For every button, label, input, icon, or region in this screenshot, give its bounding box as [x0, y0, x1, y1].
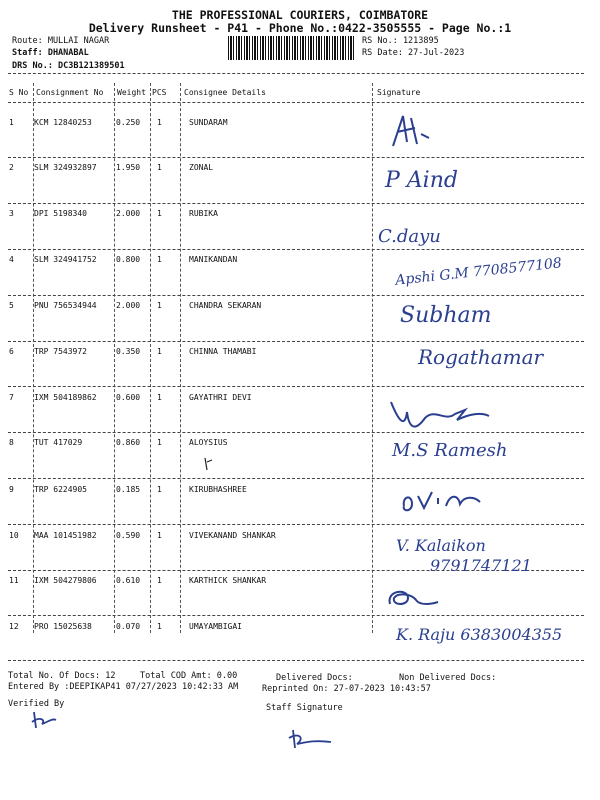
- row-consignee: UMAYAMBIGAI: [189, 622, 242, 631]
- row-sno: 7: [9, 393, 14, 402]
- row-weight: 1.950: [116, 163, 141, 172]
- runsheet-subtitle: Delivery Runsheet - P41 - Phone No.:0422-3505555 - Page No.:1: [88, 21, 512, 35]
- row-consignment: IXM 504189862: [34, 393, 97, 402]
- row-divider: [8, 295, 584, 296]
- signature-row-12: K. Raju 6383004355: [396, 625, 563, 644]
- row-divider: [8, 341, 584, 342]
- row-divider: [8, 432, 584, 433]
- row-sno: 1: [9, 118, 14, 127]
- row-divider: [8, 249, 584, 250]
- staff-label: Staff: DHANABAL: [12, 48, 89, 58]
- row-weight: 0.350: [116, 347, 141, 356]
- row-consignee: KARTHICK SHANKAR: [189, 576, 267, 585]
- entered-by: Entered By :DEEPIKAP41 07/27/2023 10:42:33 AM: [8, 682, 239, 692]
- rs-number: RS No.: 1213895: [362, 36, 439, 46]
- signature-row-5: Subham: [400, 303, 492, 328]
- row-consignee: VIVEKANAND SHANKAR: [189, 531, 276, 540]
- row-consignee: CHANDRA SEKARAN: [189, 301, 262, 310]
- header-divider: [8, 73, 584, 74]
- row-sno: 3: [9, 209, 14, 218]
- drs-number: DRS No.: DC3B121389501: [12, 61, 125, 71]
- row-pcs: 1: [157, 531, 162, 540]
- staff-signature-label: Staff Signature: [266, 703, 343, 713]
- column-header-weight: Weight: [117, 88, 146, 97]
- row-consignment: PNU 756534944: [34, 301, 97, 310]
- verified-by-label: Verified By: [8, 699, 65, 709]
- row-consignee: GAYATHRI DEVI: [189, 393, 252, 402]
- row-divider: [8, 615, 584, 616]
- row-pcs: 1: [157, 393, 162, 402]
- signature-row-4: Apshi G.M 7708577108: [394, 255, 563, 289]
- row-pcs: 1: [157, 347, 162, 356]
- row-weight: 0.860: [116, 438, 141, 447]
- row-divider: [8, 386, 584, 387]
- reprinted-on: Reprinted On: 27-07-2023 10:43:57: [262, 684, 431, 694]
- row-pcs: 1: [157, 118, 162, 127]
- signature-row-2: P Aind: [385, 168, 458, 193]
- signature-row-8: M.S Ramesh: [392, 440, 508, 461]
- row-sno: 6: [9, 347, 14, 356]
- row-consignment: TRP 6224905: [34, 485, 87, 494]
- signature-row-7: [385, 392, 495, 432]
- row-divider: [8, 203, 584, 204]
- row-pcs: 1: [157, 622, 162, 631]
- row-sno: 11: [9, 576, 19, 585]
- row-divider: [8, 524, 584, 525]
- row-consignment: TUT 417029: [34, 438, 83, 447]
- rs-date: RS Date: 27-Jul-2023: [362, 48, 465, 58]
- row-weight: 0.250: [116, 118, 141, 127]
- row-consignment: PRO 15025638: [34, 622, 92, 631]
- row-consignment: SLM 324941752: [34, 255, 97, 264]
- column-header-consignee: Consignee Details: [184, 88, 266, 97]
- row-sno: 9: [9, 485, 14, 494]
- row-pcs: 1: [157, 485, 162, 494]
- row-pcs: 1: [157, 576, 162, 585]
- row-consignment: DPI 5198340: [34, 209, 87, 218]
- row-consignee: RUBIKA: [189, 209, 218, 218]
- signature-row-10: V. Kalaikon: [396, 536, 486, 555]
- company-title: THE PROFESSIONAL COURIERS, COIMBATORE: [171, 8, 429, 22]
- row-consignment: SLM 324932897: [34, 163, 97, 172]
- row-consignment: MAA 101451982: [34, 531, 97, 540]
- row-consignee: KIRUBHASHREE: [189, 485, 247, 494]
- row-divider: [8, 157, 584, 158]
- row-consignee: ALOYSIUS: [189, 438, 228, 447]
- row-weight: 0.800: [116, 255, 141, 264]
- row-sno: 2: [9, 163, 14, 172]
- row-consignment: KCM 12840253: [34, 118, 92, 127]
- signature-row-1: [385, 108, 435, 153]
- signature-row-9: [398, 486, 508, 516]
- row-consignee: CHINNA THAMABI: [189, 347, 257, 356]
- row-weight: 0.070: [116, 622, 141, 631]
- stray-mark: [200, 456, 216, 472]
- row-consignee: SUNDARAM: [189, 118, 228, 127]
- row-sno: 10: [9, 531, 19, 540]
- signature-row-11: [382, 584, 442, 614]
- staff-signature-mark: [285, 726, 335, 752]
- row-divider: [8, 660, 584, 661]
- column-header-signature: Signature: [377, 88, 421, 97]
- row-pcs: 1: [157, 163, 162, 172]
- signature-row-6: Rogathamar: [418, 345, 544, 369]
- row-consignee: MANIKANDAN: [189, 255, 238, 264]
- row-divider: [8, 478, 584, 479]
- row-consignment: TRP 7543972: [34, 347, 87, 356]
- total-cod: Total COD Amt: 0.00: [140, 671, 238, 681]
- total-docs: Total No. Of Docs: 12: [8, 671, 116, 681]
- row-weight: 2.000: [116, 209, 141, 218]
- row-weight: 0.185: [116, 485, 141, 494]
- row-consignment: IXM 504279806: [34, 576, 97, 585]
- row-pcs: 1: [157, 255, 162, 264]
- row-weight: 0.610: [116, 576, 141, 585]
- signature-row-3: C.dayu: [378, 226, 441, 247]
- non-delivered-docs: Non Delivered Docs:: [399, 673, 497, 683]
- column-header-pcs: PCS: [152, 88, 167, 97]
- barcode-image: [228, 36, 354, 60]
- row-weight: 2.000: [116, 301, 141, 310]
- column-header-consignment: Consignment No: [36, 88, 104, 97]
- verified-by-signature: [28, 708, 58, 732]
- delivered-docs: Delivered Docs:: [276, 673, 353, 683]
- phone-annotation-row-10: 9791747121: [430, 556, 532, 575]
- route-label: Route: MULLAI NAGAR: [12, 36, 110, 46]
- row-weight: 0.590: [116, 531, 141, 540]
- row-pcs: 1: [157, 209, 162, 218]
- row-consignee: ZONAL: [189, 163, 214, 172]
- row-sno: 5: [9, 301, 14, 310]
- column-header-sno: S No: [9, 88, 29, 97]
- row-sno: 8: [9, 438, 14, 447]
- row-pcs: 1: [157, 438, 162, 447]
- row-sno: 4: [9, 255, 14, 264]
- row-weight: 0.600: [116, 393, 141, 402]
- row-divider: [8, 102, 584, 103]
- row-pcs: 1: [157, 301, 162, 310]
- row-sno: 12: [9, 622, 19, 631]
